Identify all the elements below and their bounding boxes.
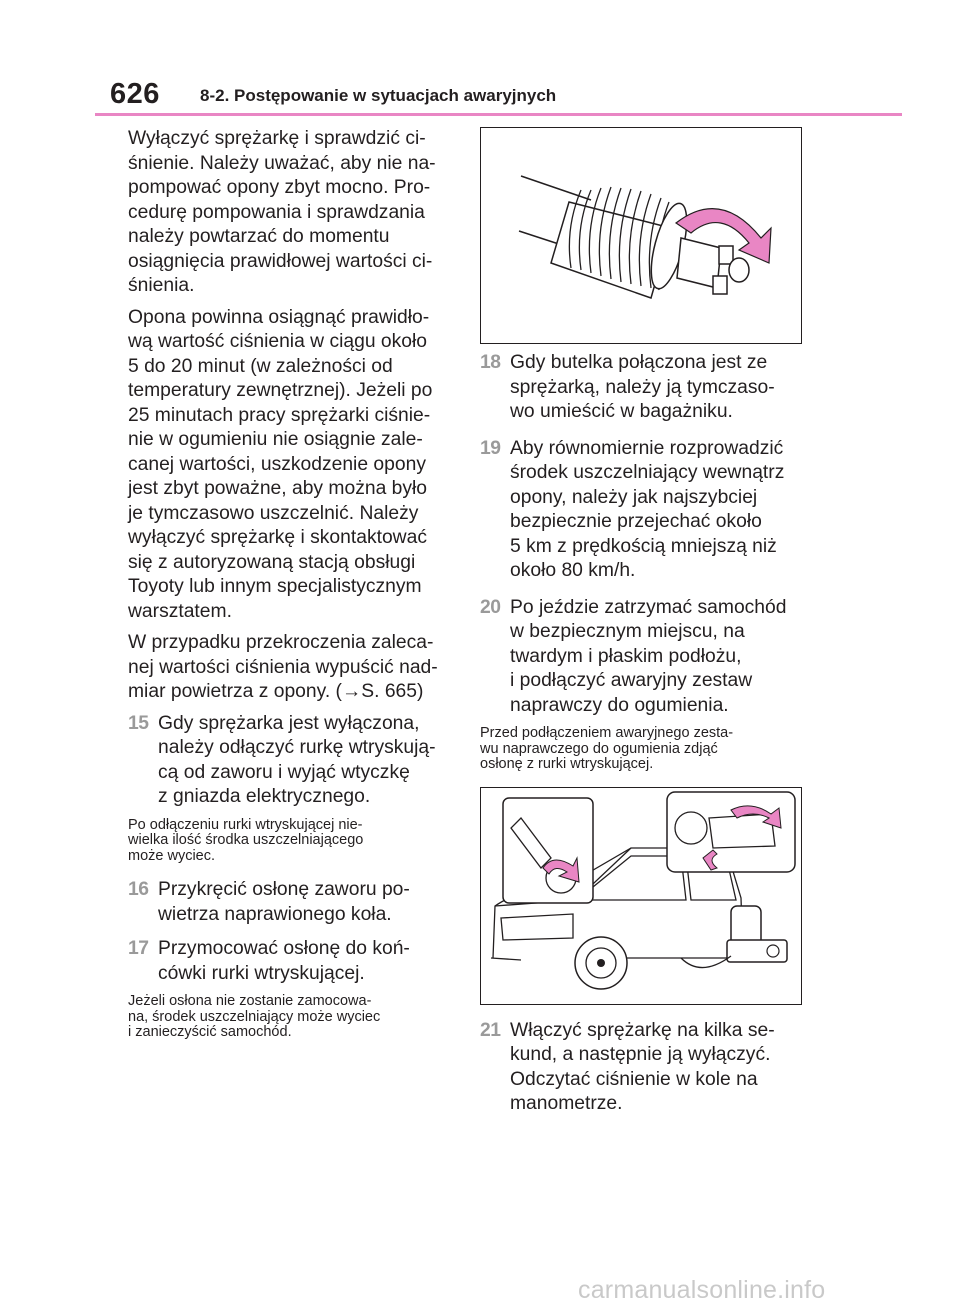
step-note bbox=[128, 994, 458, 1041]
text-line: Po jeździe zatrzymać samochód bbox=[510, 596, 787, 618]
text-line: wietrza naprawionego koła. bbox=[158, 903, 392, 925]
step-note bbox=[480, 726, 802, 773]
step-note bbox=[128, 818, 458, 865]
text-line: Aby równomiernie rozprowadzić bbox=[510, 437, 784, 459]
text-line: 5 do 20 minut (w zależności od bbox=[128, 355, 393, 377]
right-column bbox=[480, 127, 802, 1125]
text-line: cedurę pompowania i sprawdzania bbox=[128, 201, 425, 223]
header-rule bbox=[95, 113, 902, 116]
step-number: 19 bbox=[480, 437, 501, 459]
step-text bbox=[510, 351, 802, 425]
text-line: bezpiecznie przejechać około bbox=[510, 511, 762, 532]
text-line: miar powietrza z opony. (→S. 665) bbox=[128, 681, 424, 702]
text-line: Przymocować osłonę do koń- bbox=[158, 938, 410, 959]
text-line: 5 km z prędkością mniejszą niż bbox=[510, 535, 777, 557]
text-line: osiągnięcia prawidłowej wartości ci- bbox=[128, 250, 433, 272]
text-line: Gdy butelka połączona jest ze bbox=[510, 352, 768, 373]
text-line: wo umieścić w bagażniku. bbox=[510, 401, 733, 422]
step-number: 16 bbox=[128, 879, 149, 900]
text-line: Toyoty lub innym specjalistycznym bbox=[128, 576, 422, 597]
text-line: canej wartości, uszkodzenie opony bbox=[128, 453, 426, 475]
text-line: należy odłączyć rurkę wtryskują- bbox=[158, 737, 436, 758]
text-line: około 80 km/h. bbox=[510, 560, 636, 581]
text-line: należy powtarzać do momentu bbox=[128, 226, 390, 247]
text-line: wą wartość ciśnienia w ciągu około bbox=[128, 331, 428, 352]
step-text bbox=[158, 712, 458, 810]
step-17 bbox=[128, 937, 458, 986]
text-line: Po odłączeniu rurki wtryskującej nie- bbox=[128, 816, 363, 833]
text-line: Gdy sprężarka jest wyłączona, bbox=[158, 712, 420, 734]
text-line: 25 minutach pracy sprężarki ciśnie- bbox=[128, 404, 431, 426]
text-line: manometrze. bbox=[510, 1093, 623, 1114]
text-line: Opona powinna osiągnąć prawidło- bbox=[128, 306, 430, 328]
text-line: opony, należy jak najszybciej bbox=[510, 486, 758, 508]
hose-cap-illustration bbox=[480, 127, 802, 344]
text-line: Wyłączyć sprężarkę i sprawdzić ci- bbox=[128, 128, 426, 149]
text-line: na, środek uszczelniający może wyciec bbox=[128, 1008, 381, 1025]
step-text bbox=[158, 937, 458, 986]
text-line: cą od zaworu i wyjąć wtyczkę bbox=[158, 761, 410, 783]
text-line: twardym i płaskim podłożu, bbox=[510, 645, 742, 667]
paragraph bbox=[128, 127, 458, 299]
step-number: 18 bbox=[480, 352, 501, 373]
text-line: osłonę z rurki wtryskującej. bbox=[480, 756, 654, 772]
text-line: środek uszczelniający wewnątrz bbox=[510, 462, 785, 483]
text-line: wyłączyć sprężarkę i skontaktować bbox=[128, 527, 427, 548]
step-text bbox=[158, 878, 458, 927]
paragraph bbox=[128, 306, 458, 625]
left-column bbox=[128, 127, 458, 1055]
text-line: naprawczy do ogumienia. bbox=[510, 694, 729, 716]
step-20 bbox=[480, 596, 802, 719]
text-line: W przypadku przekroczenia zaleca- bbox=[128, 632, 434, 653]
step-21 bbox=[480, 1019, 802, 1117]
car-repair-kit-illustration bbox=[480, 787, 802, 1005]
text-line: wu naprawczego do ogumienia zdjąć bbox=[480, 740, 718, 757]
step-number: 21 bbox=[480, 1019, 501, 1041]
text-line: i podłączyć awaryjny zestaw bbox=[510, 670, 753, 691]
paragraph bbox=[128, 631, 458, 705]
step-number: 20 bbox=[480, 596, 501, 618]
step-16 bbox=[128, 878, 458, 927]
text-line: śnienia. bbox=[128, 275, 195, 296]
step-text bbox=[510, 437, 802, 584]
text-line: i zanieczyścić samochód. bbox=[128, 1024, 292, 1040]
step-18 bbox=[480, 351, 802, 425]
text-line: warsztatem. bbox=[128, 600, 232, 622]
text-line: jest zbyt poważne, aby można było bbox=[128, 478, 428, 499]
text-line: Przykręcić osłonę zaworu po- bbox=[158, 879, 410, 900]
step-19 bbox=[480, 437, 802, 584]
text-line: wielka ilość środka uszczelniającego bbox=[128, 832, 364, 848]
text-line: pompować opony zbyt mocno. Pro- bbox=[128, 177, 431, 198]
text-line: je tymczasowo uszczelnić. Należy bbox=[128, 502, 419, 524]
text-line: może wyciec. bbox=[128, 847, 216, 864]
text-line: śnienie. Należy uważać, aby nie na- bbox=[128, 152, 436, 174]
step-text bbox=[510, 596, 802, 719]
text-line: Odczytać ciśnienie w kole na bbox=[510, 1068, 758, 1090]
step-number: 15 bbox=[128, 712, 149, 734]
page-number: 626 bbox=[110, 78, 160, 110]
text-line: się z autoryzowaną stacją obsługi bbox=[128, 551, 416, 573]
text-line: cówki rurki wtryskującej. bbox=[158, 962, 365, 984]
text-line: nej wartości ciśnienia wypuścić nad- bbox=[128, 656, 438, 678]
text-line: w bezpiecznym miejscu, na bbox=[510, 621, 745, 642]
text-line: Przed podłączeniem awaryjnego zesta- bbox=[480, 725, 734, 741]
text-line: Jeżeli osłona nie zostanie zamocowa- bbox=[128, 993, 372, 1009]
text-line: sprężarką, należy ją tymczaso- bbox=[510, 376, 775, 398]
watermark: carmanualsonline.info bbox=[578, 1276, 826, 1304]
text-line: nie w ogumieniu nie osiągnie zale- bbox=[128, 429, 423, 450]
section-title: 8-2. Postępowanie w sytuacjach awaryjnych bbox=[200, 86, 557, 105]
text-line: kund, a następnie ją wyłączyć. bbox=[510, 1044, 771, 1065]
text-line: z gniazda elektrycznego. bbox=[158, 786, 371, 807]
step-15 bbox=[128, 712, 458, 810]
text-line: temperatury zewnętrznej). Jeżeli po bbox=[128, 380, 433, 401]
step-text bbox=[510, 1019, 802, 1117]
text-line: Włączyć sprężarkę na kilka se- bbox=[510, 1019, 775, 1041]
step-number: 17 bbox=[128, 938, 149, 959]
